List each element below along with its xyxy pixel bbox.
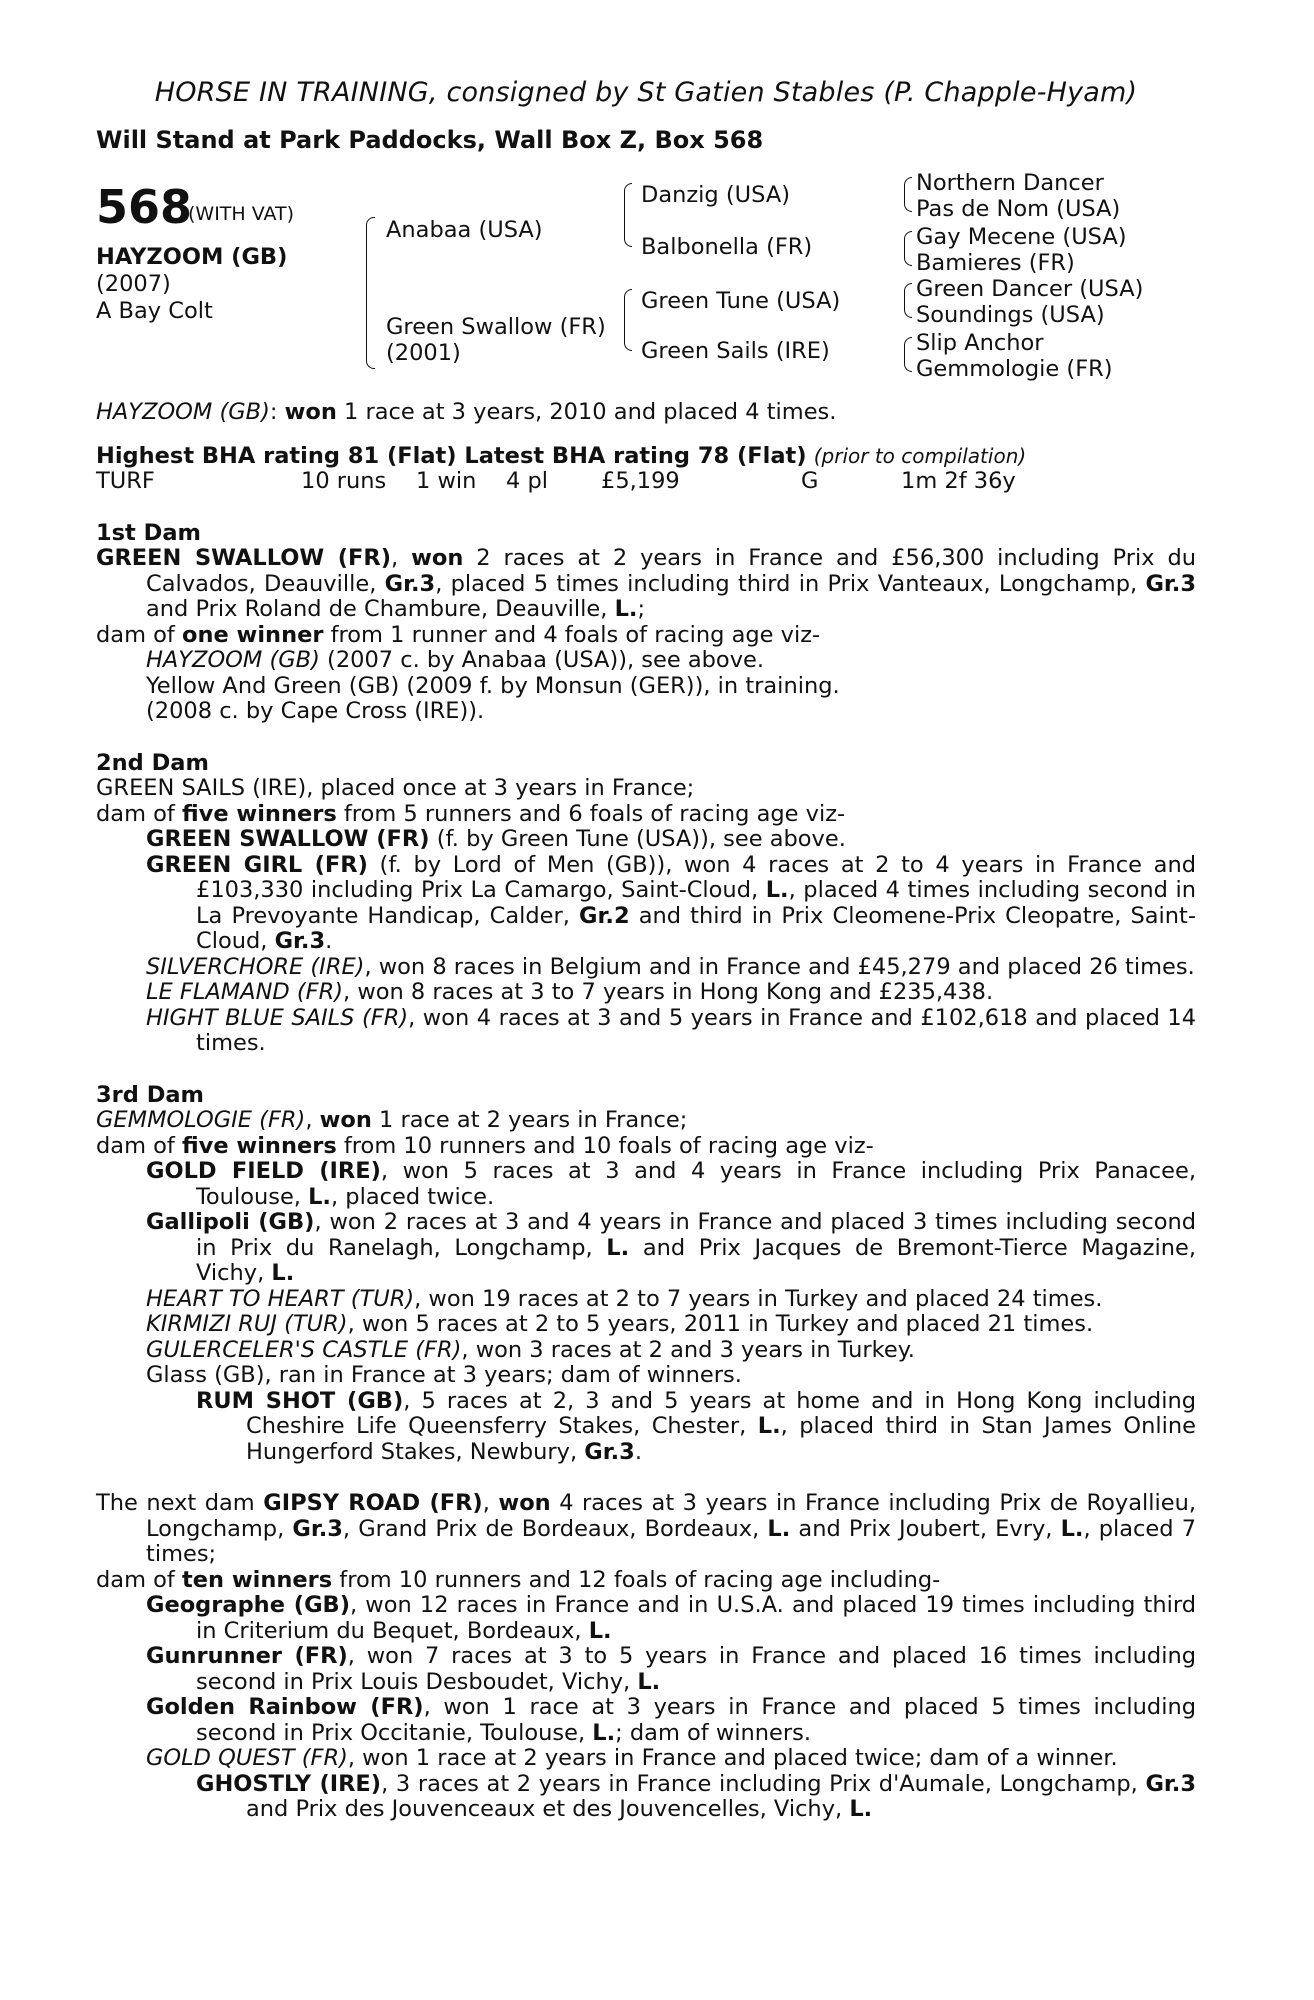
sd-dam: Bamieres (FR): [916, 250, 1075, 276]
bracket-gen1: [366, 217, 375, 369]
ss-dam: Pas de Nom (USA): [916, 196, 1121, 222]
first-dam-record: GREEN SWALLOW (FR), won 2 races at 2 years in France and £56,300 including Prix du Calvados, Deauville, Gr.3, placed 5 times including third in Prix Vanteaux, Longchamp, Gr.3 and Prix Roland de Chambure, Deauville, L.;: [96, 545, 1196, 622]
second-dam-produce-5: HIGHT BLUE SAILS (FR), won 4 races at 3 and 5 years in France and £102,618 and placed 14 times.: [146, 1004, 1197, 1056]
ratings-block: [96, 444, 1196, 495]
next-dam-record: The next dam GIPSY ROAD (FR), won 4 races at 3 years in France including Prix de Royallieu, Longchamp, Gr.3, Grand Prix de Bordeaux, Bordeaux, L. and Prix Joubert, Evry, L., placed 7 times;: [96, 1490, 1197, 1567]
third-dam-produce-4: KIRMIZI RUJ (TUR), won 5 races at 2 to 5 years, 2011 in Turkey and placed 21 times.: [146, 1311, 1094, 1337]
first-dam-produce-intro: dam of one winner from 1 runner and 4 foals of racing age viz-: [96, 621, 821, 648]
second-dam-produce-4: LE FLAMAND (FR), won 8 races at 3 to 7 years in Hong Kong and £235,438.: [146, 979, 994, 1005]
second-dam-record: GREEN SAILS (IRE), placed once at 3 years in France;: [96, 775, 695, 801]
next-dam-produce-4: GOLD QUEST (FR), won 1 race at 2 years in France and placed twice; dam of a winner.: [146, 1745, 1118, 1771]
race-summary: HAYZOOM (GB): won 1 race at 3 years, 2010 and placed 4 times.: [96, 399, 837, 425]
first-dam-produce-1: HAYZOOM (GB) (2007 c. by Anabaa (USA)), see above.: [146, 647, 765, 673]
third-dam-produce-6: Glass (GB), ran in France at 3 years; dam of winners.: [146, 1362, 742, 1388]
bracket-ds: [904, 283, 912, 318]
dd-sire: Slip Anchor: [916, 330, 1044, 356]
sire-sire: Danzig (USA): [641, 182, 790, 208]
second-dam-produce-intro: dam of five winners from 5 runners and 6 foals of racing age viz-: [96, 800, 846, 827]
stand-location: Will Stand at Park Paddocks, Wall Box Z, Box 568: [96, 125, 764, 154]
third-dam-produce-3: HEART TO HEART (TUR), won 19 races at 2 to 7 years in Turkey and placed 24 times.: [146, 1285, 1103, 1312]
bracket-sire: [624, 183, 632, 247]
next-dam-produce-intro: dam of ten winners from 10 runners and 12 foals of racing age including-: [96, 1566, 941, 1593]
bracket-dam: [624, 289, 632, 351]
ds-dam: Soundings (USA): [916, 302, 1105, 328]
horse-year: (2007): [96, 271, 171, 297]
sire-dam: Balbonella (FR): [641, 234, 813, 260]
second-dam-produce-1: GREEN SWALLOW (FR) (f. by Green Tune (USA)), see above.: [146, 826, 846, 852]
lot-number: 568: [96, 180, 193, 234]
catalogue-page: [96, 77, 1197, 1823]
bracket-sd: [904, 231, 912, 266]
third-dam-produce-5: GULERCELER'S CASTLE (FR), won 3 races at 2 and 3 years in Turkey.: [146, 1336, 915, 1363]
third-dam-heading: 3rd Dam: [96, 1081, 204, 1108]
first-dam-produce-3: (2008 c. by Cape Cross (IRE)).: [146, 698, 485, 724]
ds-sire: Green Dancer (USA): [916, 276, 1144, 302]
third-dam-produce-intro: dam of five winners from 10 runners and 10 foals of racing age viz-: [96, 1132, 874, 1159]
first-dam-produce-2: Yellow And Green (GB) (2009 f. by Monsun (GER)), in training.: [146, 672, 840, 699]
vat-note: (WITH VAT): [188, 203, 295, 225]
bracket-dd: [904, 337, 912, 372]
second-dam-produce-2: GREEN GIRL (FR) (f. by Lord of Men (GB)), won 4 races at 2 to 4 years in France and £103,330 including Prix La Camargo, Saint-Cloud, L., placed 4 times including second in La Prevoyante Handicap, Calder, Gr.2 and third in Prix Cleomene-Prix Cleopatre, Saint-Cloud, Gr.3.: [146, 851, 1197, 954]
third-dam-record: GEMMOLOGIE (FR), won 1 race at 2 years in France;: [96, 1107, 688, 1133]
dam: Green Swallow (FR): [386, 314, 606, 340]
ss-sire: Northern Dancer: [916, 170, 1104, 196]
second-dam-produce-3: SILVERCHORE (IRE), won 8 races in Belgium and in France and £45,279 and placed 26 times.: [146, 953, 1195, 980]
sire: Anabaa (USA): [386, 217, 543, 243]
next-dam-produce-2: Gunrunner (FR), won 7 races at 3 to 5 years in France and placed 16 times including second in Prix Louis Desboudet, Vichy, L.: [146, 1643, 1197, 1695]
dam-sire: Green Tune (USA): [641, 288, 841, 314]
next-dam-produce-3: Golden Rainbow (FR), won 1 race at 3 years in France and placed 5 times including second in Prix Occitanie, Toulouse, L.; dam of winners.: [146, 1694, 1196, 1746]
dam-dam: Green Sails (IRE): [641, 338, 830, 364]
sd-sire: Gay Mecene (USA): [916, 224, 1127, 250]
dam-year: (2001): [386, 340, 461, 366]
next-dam-grandproduce-1: GHOSTLY (IRE), 3 races at 2 years in France including Prix d'Aumale, Longchamp, Gr.3 and Prix des Jouvenceaux et des Jouvencelles, Vichy, L.: [196, 1770, 1196, 1822]
third-dam-grandproduce-1: RUM SHOT (GB), 5 races at 2, 3 and 5 years at home and in Hong Kong including Cheshire Life Queensferry Stakes, Chester, L., placed third in Stan James Online Hungerford Stakes, Newbury, Gr.3.: [196, 1387, 1196, 1465]
third-dam-produce-2: Gallipoli (GB), won 2 races at 3 and 4 years in France and placed 3 times including second in Prix du Ranelagh, Longchamp, L. and Prix Jacques de Bremont-Tierce Magazine, Vichy, L.: [146, 1209, 1196, 1286]
next-dam-produce-1: Geographe (GB), won 12 races in France and in U.S.A. and placed 19 times including third in Criterium du Bequet, Bordeaux, L.: [146, 1592, 1196, 1644]
first-dam-heading: 1st Dam: [96, 519, 201, 546]
turf-record: TURF 10 runs 1 win 4 pl £5,199 G 1m 2f 36y: [96, 468, 1016, 494]
horse-name: HAYZOOM (GB): [96, 244, 288, 270]
bha-ratings: Highest BHA rating 81 (Flat) Latest BHA rating 78 (Flat) (prior to compilation): [96, 442, 1027, 469]
pedigree-table: [96, 170, 1196, 400]
third-dam-produce-1: GOLD FIELD (IRE), won 5 races at 3 and 4 years in France including Prix Panacee, Toulouse, L., placed twice.: [146, 1158, 1196, 1210]
bracket-ss: [904, 177, 912, 212]
second-dam-heading: 2nd Dam: [96, 749, 209, 776]
horse-sex: A Bay Colt: [96, 298, 213, 324]
page-title: HORSE IN TRAINING, consigned by St Gatien Stables (P. Chapple-Hyam): [154, 77, 1138, 108]
dd-dam: Gemmologie (FR): [916, 356, 1113, 382]
